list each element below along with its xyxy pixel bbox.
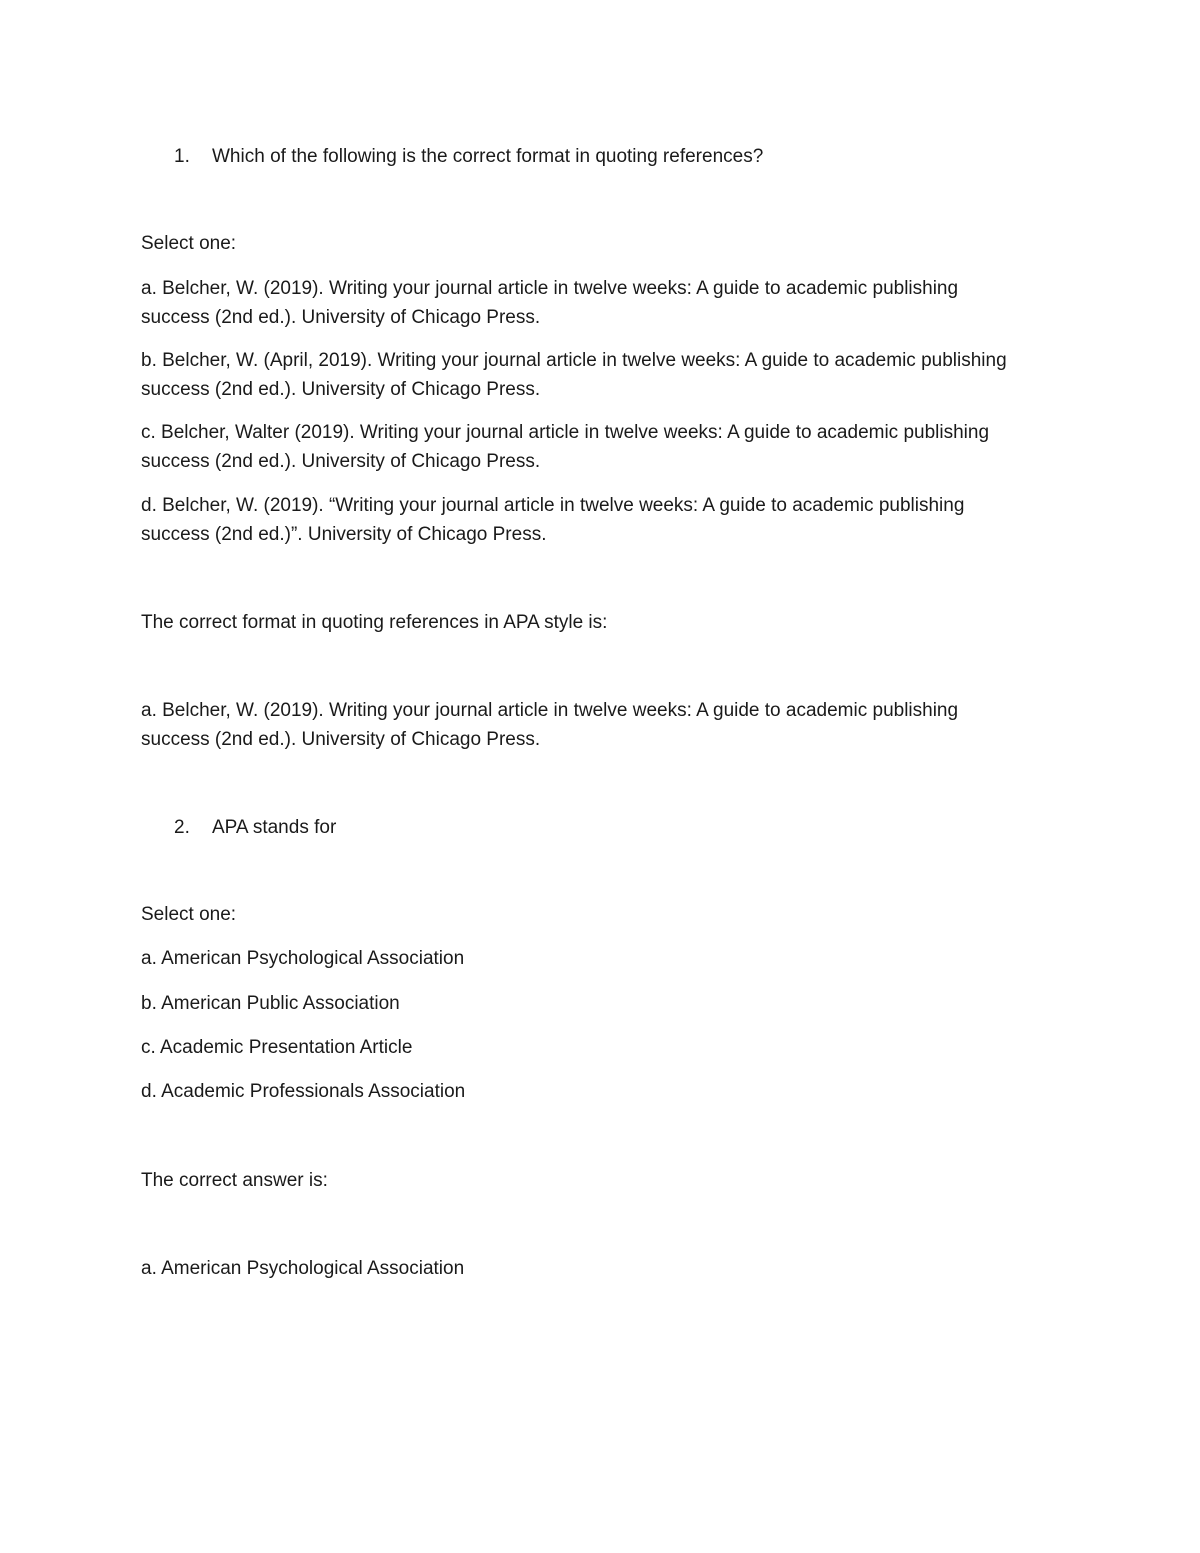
question-1-prompt: Which of the following is the correct format in quoting references?: [212, 146, 764, 167]
question-2-select-label: Select one:: [141, 904, 237, 925]
question-1-select-label: Select one:: [141, 233, 237, 254]
question-1-number: 1.: [174, 146, 190, 167]
question-2-option-c: c. Academic Presentation Article: [141, 1037, 413, 1058]
question-1-option-d-line2: success (2nd ed.)”. University of Chicago Press.: [141, 524, 547, 545]
question-2-heading: [174, 813, 336, 842]
question-1-option-b-line2: success (2nd ed.). University of Chicago Press.: [141, 379, 541, 400]
question-2-prompt: APA stands for: [212, 817, 337, 838]
question-1-option-a-line2: success (2nd ed.). University of Chicago Press.: [141, 307, 541, 328]
question-1-answer-intro: The correct format in quoting references in APA style is:: [141, 612, 608, 633]
question-1-option-c-line1: c. Belcher, Walter (2019). Writing your journal article in twelve weeks: A guide to academic publishing: [141, 422, 990, 443]
question-2-answer-intro: The correct answer is:: [141, 1170, 328, 1191]
question-1-heading: [174, 142, 763, 171]
question-1-option-a-line1: a. Belcher, W. (2019). Writing your journal article in twelve weeks: A guide to academic publishing: [141, 278, 959, 299]
question-1-option-c-line2: success (2nd ed.). University of Chicago Press.: [141, 451, 541, 472]
question-1-answer-line2: success (2nd ed.). University of Chicago Press.: [141, 729, 541, 750]
question-1-option-b-line1: b. Belcher, W. (April, 2019). Writing your journal article in twelve weeks: A guide to academic publishing: [141, 350, 1007, 371]
question-2-option-d: d. Academic Professionals Association: [141, 1081, 466, 1102]
question-2-number: 2.: [174, 817, 190, 838]
question-1-option-d-line1: d. Belcher, W. (2019). “Writing your journal article in twelve weeks: A guide to academic publishing: [141, 495, 965, 516]
question-2-answer: a. American Psychological Association: [141, 1258, 465, 1279]
question-1-answer-line1: a. Belcher, W. (2019). Writing your journal article in twelve weeks: A guide to academic publishing: [141, 700, 959, 721]
question-2-option-b: b. American Public Association: [141, 993, 400, 1014]
question-2-option-a: a. American Psychological Association: [141, 948, 465, 969]
